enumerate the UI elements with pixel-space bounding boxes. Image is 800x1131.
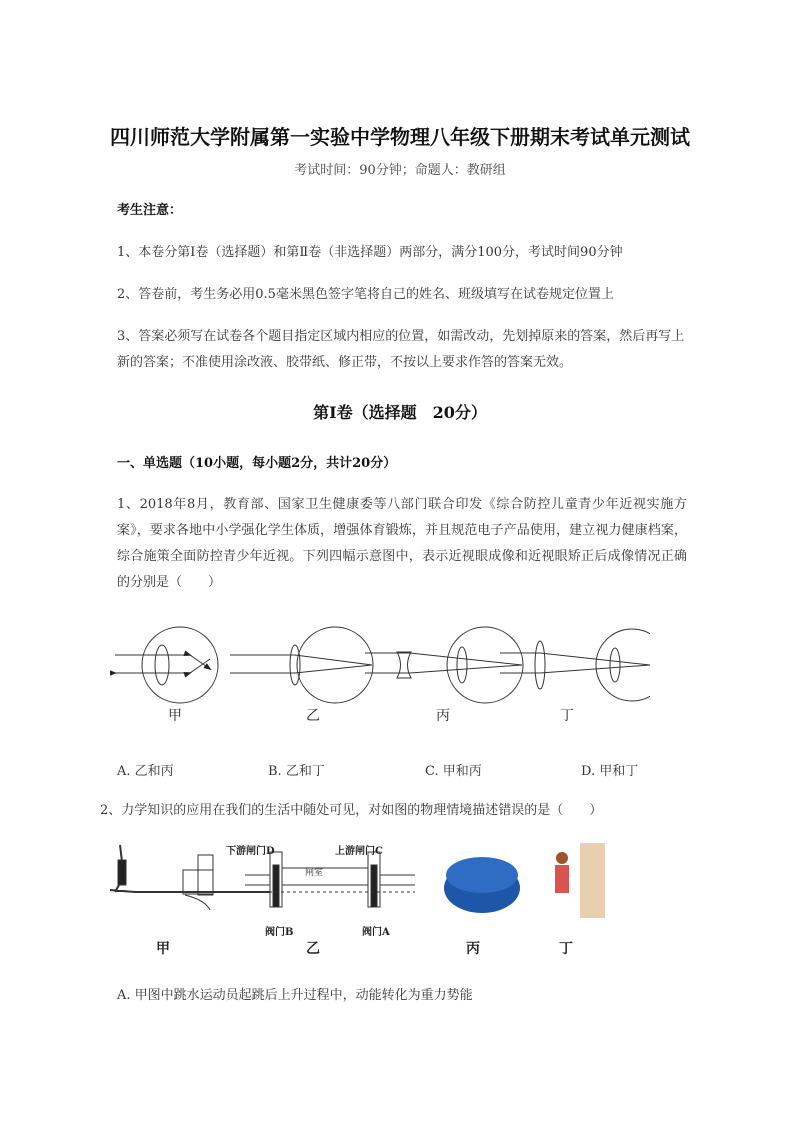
- figure-label: 丙: [436, 708, 450, 724]
- lock-chamber-label: 闸室: [305, 868, 324, 878]
- notice-item: 2、答卷前，考生务必用0.5毫米黑色签字笔将自己的姓名、班级填写在试卷规定位置上: [117, 287, 614, 302]
- eye-diagrams: [110, 625, 650, 705]
- figure-label: 丁: [560, 708, 574, 724]
- figure-label: 乙: [306, 941, 320, 957]
- part-heading: 一、单选题（10小题，每小题2分，共计20分）: [117, 456, 397, 471]
- gate-d-label: 下游闸门D: [226, 846, 275, 857]
- figure-label: 乙: [306, 708, 320, 724]
- figure-label: 丁: [559, 941, 573, 957]
- valve-b-label: 阀门B: [265, 927, 294, 938]
- option-a[interactable]: A. 乙和丙: [117, 764, 174, 779]
- notice-item: 3、答案必须写在试卷各个题目指定区域内相应的位置，如需改动，先划掉原来的答案，然后再写上新的答案；不准使用涂改液、胶带纸、修正带，不按以上要求作答的答案无效。: [117, 329, 685, 370]
- option-b[interactable]: B. 乙和丁: [268, 764, 325, 779]
- figure-label: 丙: [466, 941, 480, 957]
- notice-heading: 考生注意：: [117, 203, 183, 218]
- page-title: 四川师范大学附属第一实验中学物理八年级下册期末考试单元测试: [110, 125, 690, 149]
- valve-a-label: 阀门A: [362, 927, 390, 938]
- question-1-text: 1、2018年8月，教育部、国家卫生健康委等八部门联合印发《综合防控儿童青少年近视实施方案》，要求各地中小学强化学生体质，增强体育锻炼，并且规范电子产品使用，建立视力健康档案，综合施策全面防控青少年近视。下列四幅示意图中，表示近视眼成像和近视眼矫正后成像情况正确的分别是（ ）: [117, 497, 687, 590]
- exam-info: 考试时间：90分钟；命题人：教研组: [294, 163, 506, 178]
- question-2-text: 2、力学知识的应用在我们的生活中随处可见，对如图的物理情境描述错误的是（ ）: [100, 803, 603, 818]
- gate-c-label: 上游闸门C: [335, 846, 383, 857]
- notice-item: 1、本卷分第I卷（选择题）和第Ⅱ卷（非选择题）两部分，满分100分，考试时间90分钟: [117, 245, 623, 260]
- figure-label: 甲: [156, 941, 170, 957]
- section-title: 第I卷（选择题 20分）: [313, 403, 487, 422]
- figure-label: 甲: [168, 708, 182, 724]
- option-d[interactable]: D. 甲和丁: [581, 764, 639, 779]
- option-c[interactable]: C. 甲和丙: [425, 764, 482, 779]
- q2-option-a[interactable]: A. 甲图中跳水运动员起跳后上升过程中，动能转化为重力势能: [117, 988, 473, 1003]
